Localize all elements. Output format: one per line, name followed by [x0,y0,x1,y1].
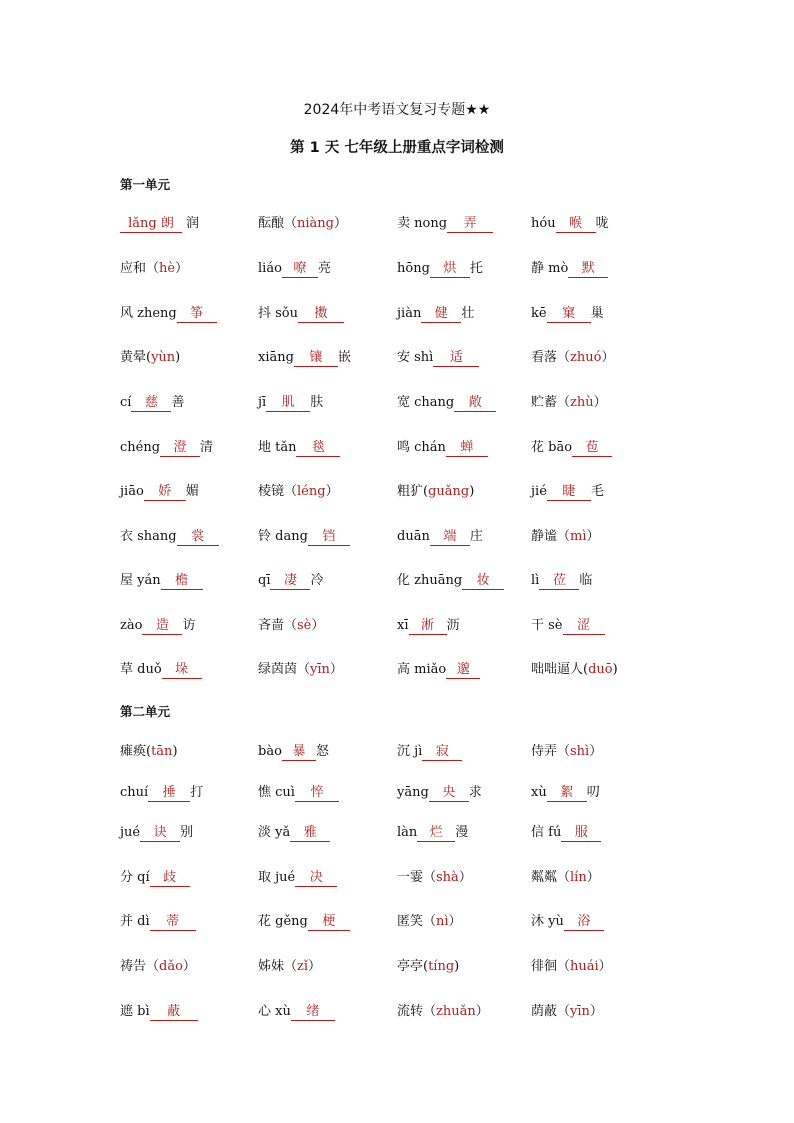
item-text: 庄 [469,529,483,544]
answer-blank: 镶 [294,349,338,367]
answer-blank: 筝 [177,305,217,323]
answer-pinyin: dǎo [159,959,183,974]
item-text: 信 fú [531,825,562,840]
exercise-item [258,571,324,591]
answer-blank: 苞 [572,439,612,457]
exercise-item [531,783,600,803]
answer-pinyin: duō [588,662,613,677]
item-text: 壮 [461,306,475,321]
item-text: ) [454,959,460,974]
answer-pinyin: mì [570,529,587,544]
item-text: jié [531,484,547,499]
item-text: 贮蓄（ [531,395,571,410]
exercise-item [531,912,604,932]
answer-blank: 蔽 [150,1003,198,1021]
answer-blank: 凄 [270,572,310,590]
exercise-item [531,571,592,591]
item-text: làn [397,825,418,840]
item-text: jī [258,395,267,410]
exercise-row [0,348,794,368]
item-text: 毛 [590,484,604,499]
exercise-item [397,957,459,977]
answer-blank: 央 [429,784,469,802]
exercise-item [120,868,190,888]
answer-blank: 造 [142,617,182,635]
section-heading-unit-1: 第一单元 [120,177,171,192]
exercise-item [397,304,474,324]
item-text: ） [325,484,339,499]
item-text: 润 [182,216,200,231]
exercise-item [397,912,462,932]
answer-blank: 娇 [144,483,186,501]
answer-pinyin: zhuǎn [436,1004,476,1019]
answer-blank: 捶 [148,784,190,802]
item-text: cí [120,395,132,410]
item-text: 嵌 [337,350,351,365]
exercise-item [258,304,344,324]
exercise-item [258,660,343,680]
item-text: ） [586,870,600,885]
exercise-item [397,571,504,591]
item-text: 抖 sǒu [258,306,299,321]
item-text: 憔 cuì [258,785,295,800]
answer-blank: 喉 [556,215,596,233]
exercise-item [258,438,340,458]
item-text: 怒 [315,744,329,759]
answer-pinyin: hè [159,261,176,276]
answer-blank: 烂 [417,824,455,842]
item-text: 临 [579,573,593,588]
exercise-row [0,527,794,547]
exercise-item [531,660,618,680]
item-text: 淡 yǎ [258,825,291,840]
exercise-row [0,912,794,932]
exercise-row [0,957,794,977]
answer-pinyin: lín [570,870,587,885]
answer-blank: 寂 [422,743,462,761]
answer-blank: 涩 [563,617,605,635]
exercise-item [531,742,602,762]
answer-blank: 檐 [161,572,203,590]
exercise-item [397,660,480,680]
answer-pinyin: niàng [297,216,334,231]
exercise-item [120,482,199,502]
item-text: 花 bāo [531,440,573,455]
item-text: kē [531,306,547,321]
exercise-item [258,482,339,502]
item-text: 酝酿（ [258,216,298,231]
item-text: 棱镜（ [258,484,298,499]
answer-blank: 诀 [140,824,180,842]
exercise-item [258,823,330,843]
document-subtitle: 第 1 天 七年级上册重点字词检测 [290,140,504,156]
item-text: 宽 chang [397,395,455,410]
answer-pinyin: guǎng [428,484,470,499]
answer-pinyin: tān [151,744,173,759]
item-text: ） [589,1004,603,1019]
answer-blank: 悴 [295,784,339,802]
item-text: 分 qí [120,870,150,885]
item-text: 匿笑（ [397,914,437,929]
exercise-item [531,214,609,234]
exercise-row [0,259,794,279]
item-text: 卖 nong [397,216,448,231]
item-text: 沉 jì [397,744,423,759]
answer-pinyin: nì [436,914,449,929]
item-text: hōng [397,261,430,276]
section-heading-unit-2: 第二单元 [120,704,171,719]
item-text: ） [601,350,615,365]
answer-blank: 澄 [160,439,200,457]
exercise-item [120,304,217,324]
exercise-item [531,957,612,977]
exercise-item [397,616,460,636]
item-text: 求 [468,785,482,800]
exercise-item [258,742,329,762]
answer-blank: 服 [561,824,601,842]
exercise-row [0,482,794,502]
exercise-item [120,660,202,680]
answer-blank: 邈 [446,661,480,679]
exercise-item [120,214,199,234]
exercise-row [0,214,794,234]
item-text: ） [598,959,612,974]
answer-blank: 妆 [462,572,504,590]
item-text: ) [612,662,618,677]
item-text: 应和（ [120,261,160,276]
item-text: jiàn [397,306,422,321]
answer-blank: 莅 [539,572,579,590]
answer-pinyin: tíng [428,959,455,974]
item-text: 风 zheng [120,306,177,321]
item-text: 化 zhuāng [397,573,463,588]
item-text: 取 jué [258,870,296,885]
exercise-item [120,742,178,762]
item-text: 别 [180,825,194,840]
answer-blank: 裳 [177,528,219,546]
exercise-item [531,527,600,547]
exercise-item [258,868,337,888]
answer-pinyin: léng [297,484,326,499]
exercise-row [0,783,794,803]
item-text: zào [120,618,143,633]
exercise-item [531,616,605,636]
answer-blank: 决 [295,869,337,887]
item-text: 瘫痪( [120,744,152,759]
answer-pinyin: yīn [310,662,330,677]
exercise-item [397,438,488,458]
item-text: 叨 [586,785,600,800]
answer-blank: 敞 [454,394,496,412]
item-text: lì [531,573,540,588]
answer-blank: 梗 [308,913,350,931]
item-text: 安 shì [397,350,434,365]
answer-blank: 烘 [430,260,470,278]
item-text: ） [448,914,462,929]
answer-blank: 雅 [290,824,330,842]
item-text: 咄咄逼人( [531,662,589,677]
item-text: 粼粼（ [531,870,571,885]
answer-blank: 浴 [564,913,604,931]
exercise-item [120,783,203,803]
answer-blank: 铛 [308,528,350,546]
answer-pinyin: zhù [570,395,594,410]
answer-blank: 擞 [298,305,344,323]
exercise-item [397,742,462,762]
exercise-item [258,783,339,803]
exercise-item [531,259,608,279]
answer-blank: 睫 [547,483,591,501]
item-text: 地 tǎn [258,440,297,455]
item-text: ） [182,959,196,974]
item-text: ） [311,618,325,633]
answer-blank: 健 [421,305,461,323]
exercise-item [258,1002,335,1022]
exercise-item [120,957,196,977]
answer-pinyin: shì [570,744,590,759]
exercise-item [397,214,493,234]
item-text: 吝啬（ [258,618,298,633]
exercise-item [397,348,479,368]
item-text: 打 [190,785,204,800]
item-text: ） [329,662,343,677]
item-text: ） [593,395,607,410]
item-text: 托 [469,261,483,276]
answer-blank: 肌 [266,394,310,412]
exercise-item [120,616,195,636]
exercise-item [120,912,196,932]
answer-pinyin: zǐ [297,959,309,974]
answer-blank: 絮 [547,784,587,802]
item-text: ) [172,744,178,759]
item-text: ) [469,484,475,499]
answer-blank: 毯 [296,439,340,457]
exercise-item [258,214,347,234]
answer-blank: 端 [430,528,470,546]
item-text: 祷告（ [120,959,160,974]
exercise-item [258,259,331,279]
item-text: 高 miǎo [397,662,447,677]
item-text: 静 mò [531,261,569,276]
item-text: 沐 yù [531,914,564,929]
exercise-item [531,348,614,368]
exercise-row [0,868,794,888]
answer-blank: 窠 [547,305,591,323]
item-text: 流转（ [397,1004,437,1019]
exercise-item [531,393,607,413]
answer-blank: 淅 [409,617,447,635]
exercise-item [397,1002,489,1022]
item-text: 心 xù [258,1004,291,1019]
exercise-item [397,823,468,843]
item-text: 媚 [185,484,199,499]
item-text: 巢 [590,306,604,321]
answer-blank: 嘹 [282,260,318,278]
item-text: ） [175,261,189,276]
exercise-row [0,571,794,591]
exercise-item [120,438,213,458]
item-text: ） [458,870,472,885]
item-text: 并 dì [120,914,150,929]
answer-blank: 适 [433,349,479,367]
item-text: 亮 [317,261,331,276]
exercise-row [0,742,794,762]
answer-blank: 暴 [282,743,316,761]
exercise-row [0,660,794,680]
exercise-row [0,393,794,413]
exercise-row [0,438,794,458]
item-text: 姊妹（ [258,959,298,974]
item-text: 善 [171,395,185,410]
exercise-item [397,783,482,803]
item-text: 鸣 chán [397,440,446,455]
answer-blank: 默 [568,260,608,278]
item-text: 冷 [310,573,324,588]
item-text: liáo [258,261,282,276]
item-text: 屋 yán [120,573,161,588]
exercise-item [397,527,483,547]
exercise-item [531,438,612,458]
exercise-item [397,259,483,279]
item-text: 访 [182,618,196,633]
exercise-item [531,868,600,888]
answer-pinyin: sè [297,618,312,633]
answer-pinyin: yīn [570,1004,590,1019]
item-text: 侍弄（ [531,744,571,759]
item-text: chuí [120,785,149,800]
item-text: chéng [120,440,161,455]
exercise-item [120,259,188,279]
exercise-row [0,823,794,843]
exercise-item [120,527,219,547]
answer-pinyin: zhuó [570,350,602,365]
item-text: 花 gěng [258,914,308,929]
item-text: 清 [200,440,214,455]
answer-blank: lǎng 朗 [120,215,182,233]
item-text: 黄晕( [120,350,152,365]
exercise-item [120,348,180,368]
item-text: 漫 [455,825,469,840]
exercise-item [258,616,324,636]
item-text: 干 sè [531,618,563,633]
exercise-item [258,912,350,932]
item-text: 遮 bì [120,1004,150,1019]
exercise-item [531,482,604,502]
item-text: 徘徊（ [531,959,571,974]
item-text: ） [589,744,603,759]
exercise-row [0,304,794,324]
answer-pinyin: huái [570,959,599,974]
item-text: xiāng [258,350,294,365]
item-text: 肤 [310,395,324,410]
answer-blank: 绪 [291,1003,335,1021]
exercise-item [397,868,472,888]
answer-blank: 慈 [131,394,171,412]
answer-blank: 歧 [150,869,190,887]
answer-pinyin: yùn [151,350,176,365]
exercise-item [531,1002,603,1022]
item-text: yāng [397,785,429,800]
item-text: 铃 dang [258,529,308,544]
answer-blank: 蝉 [446,439,488,457]
item-text: 荫蔽（ [531,1004,571,1019]
exercise-row [0,616,794,636]
item-text: hóu [531,216,556,231]
item-text: 咙 [595,216,609,231]
item-text: ） [308,959,322,974]
item-text: bào [258,744,282,759]
item-text: jiāo [120,484,144,499]
answer-blank: 垛 [162,661,202,679]
item-text: ） [586,529,600,544]
item-text: 粗犷( [397,484,429,499]
item-text: 静谧（ [531,529,571,544]
item-text: xī [397,618,409,633]
exercise-item [258,393,323,413]
item-text: 一霎（ [397,870,437,885]
item-text: xù [531,785,547,800]
exercise-item [531,823,601,843]
item-text: ） [334,216,348,231]
item-text: qī [258,573,271,588]
document-title: 2024年中考语文复习专题★★ [303,102,491,118]
item-text: ） [475,1004,489,1019]
exercise-item [120,571,203,591]
item-text: 草 duǒ [120,662,162,677]
exercise-item [258,527,350,547]
exercise-item [531,304,604,324]
exercise-item [258,957,321,977]
item-text: duān [397,529,430,544]
answer-pinyin: shà [436,870,459,885]
item-text: jué [120,825,141,840]
answer-blank: 弄 [447,215,493,233]
item-text: ) [175,350,181,365]
item-text: 亭亭( [397,959,429,974]
item-text: 看落（ [531,350,571,365]
item-text: 衣 shang [120,529,177,544]
exercise-item [397,393,496,413]
answer-blank: 蒂 [150,913,196,931]
exercise-item [120,393,184,413]
item-text: 沥 [446,618,460,633]
exercise-item [397,482,474,502]
exercise-item [120,823,193,843]
exercise-item [120,1002,198,1022]
exercise-row [0,1002,794,1022]
exercise-item [258,348,351,368]
item-text: 绿茵茵（ [258,662,311,677]
